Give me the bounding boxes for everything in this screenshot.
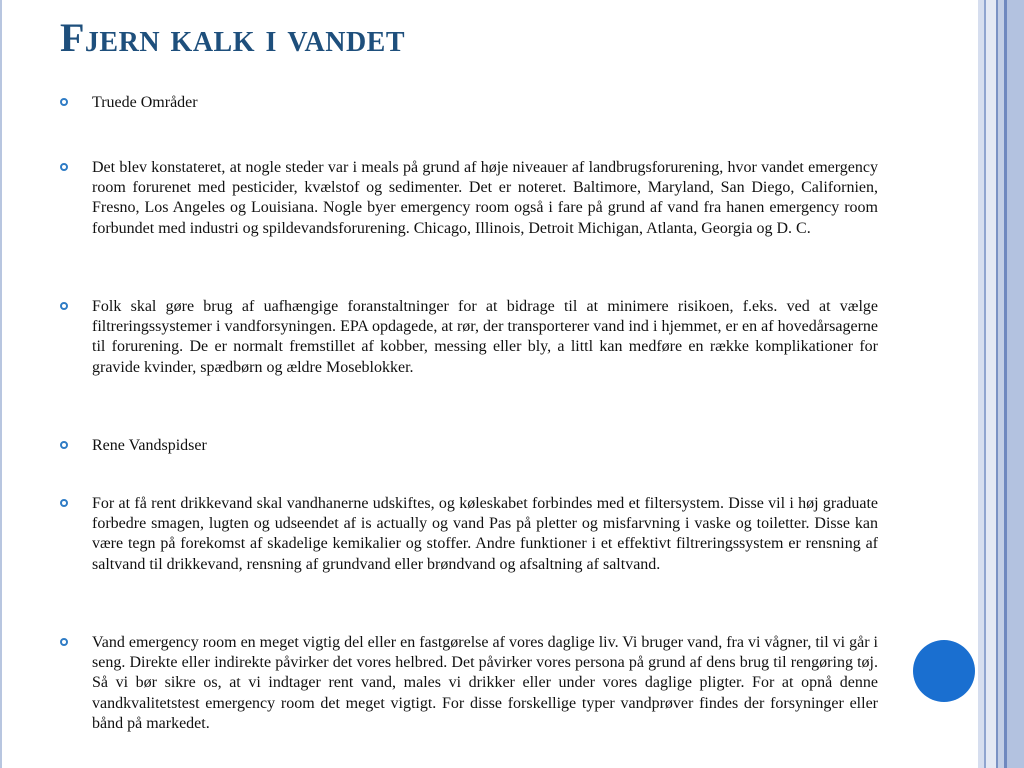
bullet-icon xyxy=(60,163,68,171)
item-text: Det blev konstateret, at nogle steder var i meals på grund af høje niveauer af landbrugsforurening, hvor vandet emergency room forurenet med pesticider, kvælstof og sedimenter. Det er noteret. Baltimore, Maryland, San Diego, Californien, Fresno, Los Angeles og Louisiana. Nogle byer emergency room også i fare på grund af vand fra hanen emergency room forbundet med industri og spildevandsforurening. Chicago, Illinois, Detroit Michigan, Atlanta, Georgia og D. C. xyxy=(92,159,878,237)
list-item xyxy=(60,297,878,436)
decorative-stripes xyxy=(978,0,1024,768)
list-item xyxy=(60,633,878,734)
decorative-circle xyxy=(913,640,975,702)
list-item xyxy=(60,436,878,494)
bullet-icon xyxy=(60,302,68,310)
item-text: Folk skal gøre brug af uafhængige foranstaltninger for at bidrage til at minimere risikoen, f.eks. ved at vælge filtreringssystemer i vandforsyningen. EPA opdagede, at rør, der transporterer vand ind i hjemmet, er en af hovedårsagerne til forurening. De er normalt fremstillet af kobber, messing eller bly, a littl kan medføre en række komplikationer for gravide kvinder, spædbørn og ældre Moseblokker. xyxy=(92,298,878,376)
left-border xyxy=(0,0,2,768)
bullet-list xyxy=(60,93,878,734)
list-item xyxy=(60,158,878,297)
list-item xyxy=(60,93,878,158)
list-item xyxy=(60,494,878,633)
item-text: Vand emergency room en meget vigtig del eller en fastgørelse af vores daglige liv. Vi bruger vand, fra vi vågner, til vi går i seng. Direkte eller indirekte påvirker det vores helbred. Det påvirker vores persona på grund af dens brug til rengøring tøj. Så vi bør sikre os, at vi indtager rent vand, males vi drikker eller under vores daglige pligter. For at opnå denne vandkvalitetstest emergency room det meget vigtigt. For disse forskellige typer vandprøver findes der forsyninger eller bånd på markedet. xyxy=(92,634,878,732)
bullet-icon xyxy=(60,499,68,507)
bullet-icon xyxy=(60,638,68,646)
bullet-icon xyxy=(60,98,68,106)
item-text: Truede Områder xyxy=(92,94,198,111)
item-text: Rene Vandspidser xyxy=(92,437,207,454)
bullet-icon xyxy=(60,441,68,449)
item-text: For at få rent drikkevand skal vandhanerne udskiftes, og køleskabet forbindes med et filtersystem. Disse vil i høj graduate forbedre smagen, lugten og udseendet af is actually og vand Pas på pletter og misfarvning i vaske og toiletter. Disse kan være tegn på forekomst af skadelige kemikalier og stoffer. Andre funktioner i et effektivt filtreringssystem er rensning af saltvand til drikkevand, rensning af grundvand eller brøndvand og afsaltning af saltvand. xyxy=(92,495,878,573)
slide-title: Fjern kalk i vandet xyxy=(60,15,406,60)
